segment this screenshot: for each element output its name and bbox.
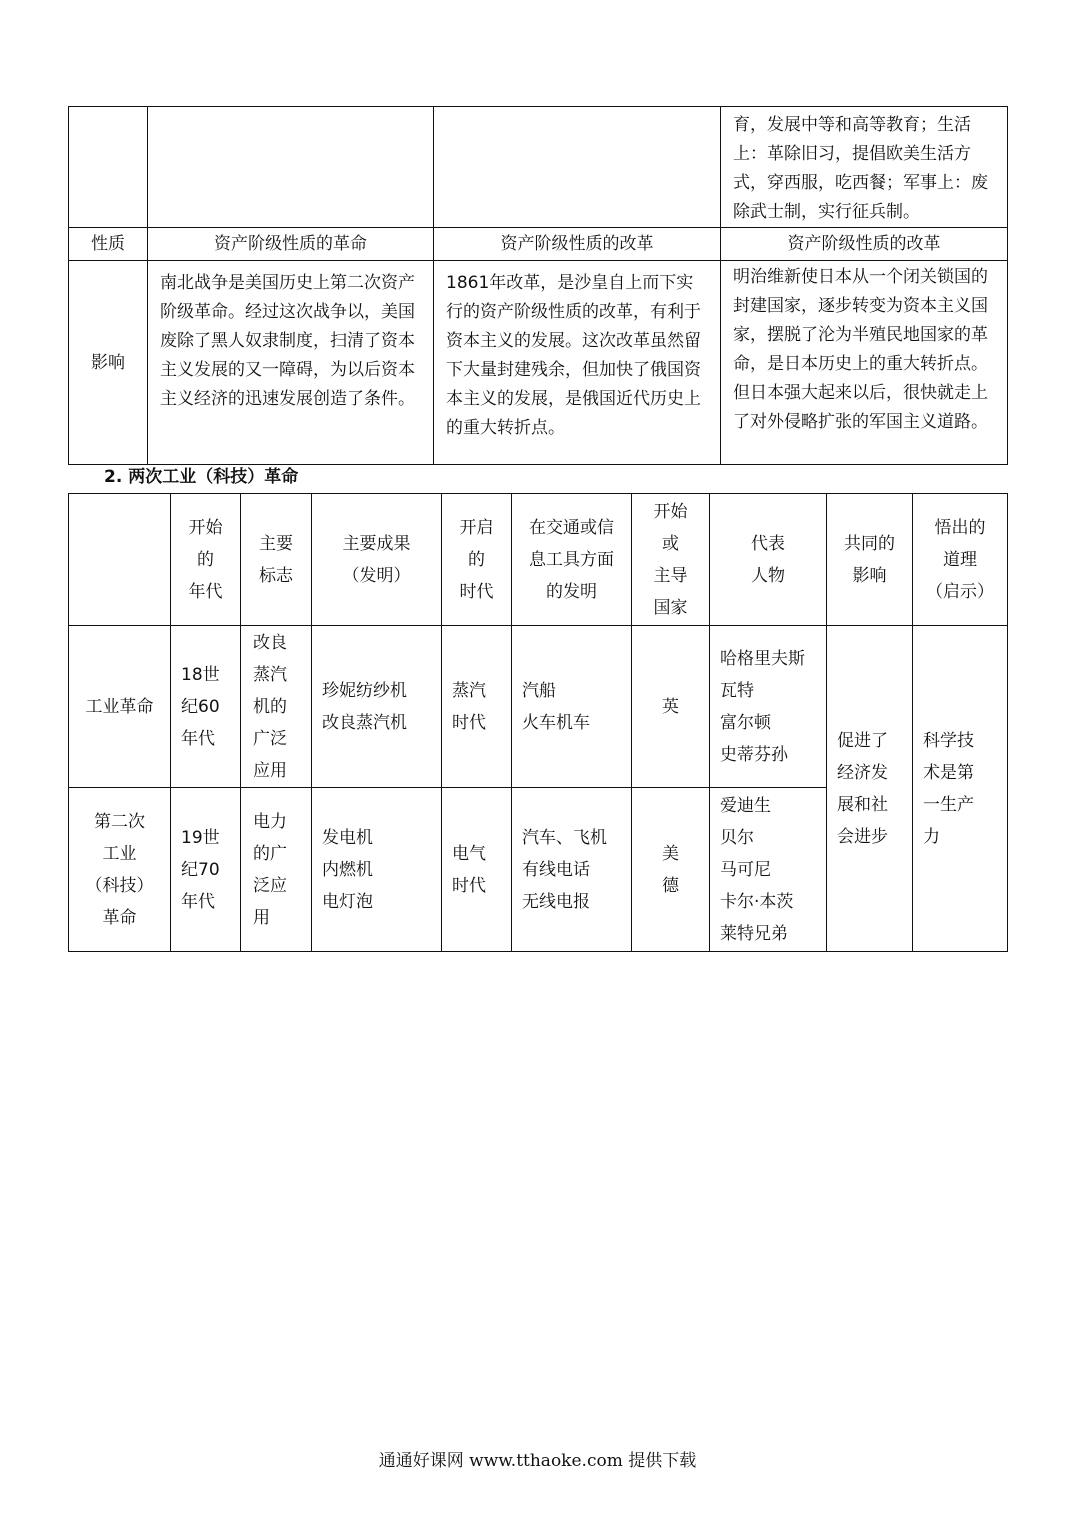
table-cell: 珍妮纺纱机 改良蒸汽机 xyxy=(312,626,442,788)
table-cell: 电气 时代 xyxy=(442,788,512,952)
table-cell xyxy=(434,107,721,228)
column-header: 主要 标志 xyxy=(241,494,312,626)
table-cell: 育，发展中等和高等教育；生活上：革除旧习，提倡欧美生活方式，穿西服，吃西餐；军事上：废除武士制，实行征兵制。 xyxy=(721,107,1008,228)
column-header: 开始 的 年代 xyxy=(171,494,241,626)
row-label-impact: 影响 xyxy=(69,261,148,465)
column-header: 主要成果 （发明） xyxy=(312,494,442,626)
column-header xyxy=(69,494,171,626)
table-cell: 资产阶级性质的革命 xyxy=(148,228,434,261)
industrial-revolution-table xyxy=(68,493,1008,952)
shared-impact-cell: 促进了 经济发 展和社 会进步 xyxy=(827,626,913,952)
table-cell xyxy=(69,107,148,228)
table-cell: 哈格里夫斯 瓦特 富尔顿 史蒂芬孙 xyxy=(710,626,827,788)
row-label: 第二次 工业 （科技） 革命 xyxy=(69,788,171,952)
table-cell: 改良 蒸汽 机的 广泛 应用 xyxy=(241,626,312,788)
column-header: 代表 人物 xyxy=(710,494,827,626)
table-cell: 电力 的广 泛应 用 xyxy=(241,788,312,952)
table-cell: 南北战争是美国历史上第二次资产阶级革命。经过这次战争以，美国废除了黑人奴隶制度，扫清了资本主义发展的又一障碍，为以后资本主义经济的迅速发展创造了条件。 xyxy=(148,261,434,465)
table-cell: 发电机 内燃机 电灯泡 xyxy=(312,788,442,952)
column-header: 共同的 影响 xyxy=(827,494,913,626)
table-cell xyxy=(148,107,434,228)
table-row xyxy=(69,107,1008,228)
table-cell: 19世 纪70 年代 xyxy=(171,788,241,952)
section-heading: 2. 两次工业（科技）革命 xyxy=(104,467,299,487)
table-cell: 资产阶级性质的改革 xyxy=(434,228,721,261)
column-header: 悟出的 道理 （启示） xyxy=(913,494,1008,626)
table-row xyxy=(69,228,1008,261)
table-cell: 18世 纪60 年代 xyxy=(171,626,241,788)
row-label: 工业革命 xyxy=(69,626,171,788)
table-cell: 英 xyxy=(632,626,710,788)
column-header: 开启 的 时代 xyxy=(442,494,512,626)
footer-text: 通通好课网 www.tthaoke.com 提供下载 xyxy=(378,1451,697,1471)
table-cell: 爱迪生 贝尔 马可尼 卡尔·本茨 莱特兄弟 xyxy=(710,788,827,952)
table-cell: 资产阶级性质的改革 xyxy=(721,228,1008,261)
reform-comparison-table xyxy=(68,106,1008,465)
column-header: 在交通或信 息工具方面 的发明 xyxy=(512,494,632,626)
table-cell: 明治维新使日本从一个闭关锁国的封建国家，逐步转变为资本主义国家，摆脱了沦为半殖民地国家的革命，是日本历史上的重大转折点。但日本强大起来以后，很快就走上了对外侵略扩张的军国主义道路。 xyxy=(721,261,1008,465)
header-row xyxy=(69,494,1008,626)
table-cell: 1861年改革，是沙皇自上而下实行的资产阶级性质的改革，有利于资本主义的发展。这次改革虽然留下大量封建残余，但加快了俄国资本主义的发展，是俄国近代历史上的重大转折点。 xyxy=(434,261,721,465)
table-cell: 美 德 xyxy=(632,788,710,952)
table-row xyxy=(69,626,1008,788)
table-row xyxy=(69,261,1008,465)
column-header: 开始 或 主导 国家 xyxy=(632,494,710,626)
table-cell: 汽车、飞机 有线电话 无线电报 xyxy=(512,788,632,952)
table-cell: 汽船 火车机车 xyxy=(512,626,632,788)
table-cell: 蒸汽 时代 xyxy=(442,626,512,788)
row-label-nature: 性质 xyxy=(69,228,148,261)
lesson-cell: 科学技 术是第 一生产 力 xyxy=(913,626,1008,952)
